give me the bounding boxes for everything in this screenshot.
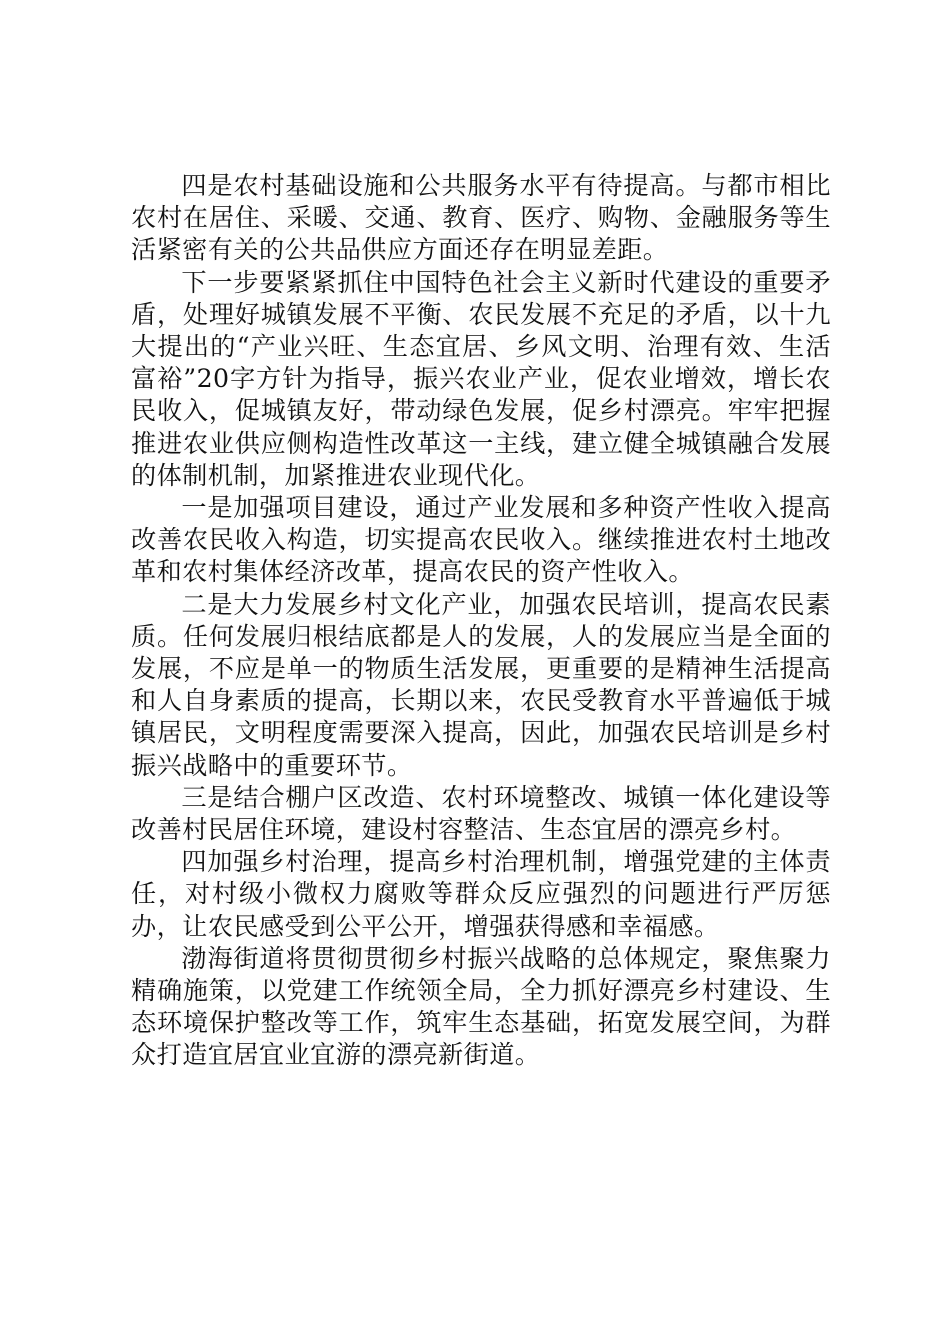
paragraph-culture-training: 二是大力发展乡村文化产业，加强农民培训，提高农民素质。任何发展归根结底都是人的发展，人的发展应当是全面的发展，不应是单一的物质生活发展，更重要的是精神生活提高和人自身素质的提高，长期以来，农民受教育水平普遍低于城镇居民，文明程度需要深入提高，因此，加强农民培训是乡村振兴战略中的重要环节。 (131, 589, 831, 780)
paragraph-governance: 四加强乡村治理，提高乡村治理机制，增强党建的主体责任，对村级小微权力腐败等群众反应强烈的问题进行严厉惩办，让农民感受到公平公开，增强获得感和幸福感。 (131, 847, 831, 941)
paragraph-living-environment: 三是结合棚户区改造、农村环境整改、城镇一体化建设等改善村民居住环境，建设村容整洁、生态宜居的漂亮乡村。 (131, 782, 831, 845)
document-body (131, 170, 831, 1072)
paragraph-project-construction: 一是加强项目建设，通过产业发展和多种资产性收入提高改善农民收入构造，切实提高农民收入。继续推进农村土地改革和农村集体经济改革，提高农民的资产性收入。 (131, 493, 831, 587)
paragraph-next-steps: 下一步要紧紧抓住中国特色社会主义新时代建设的重要矛盾，处理好城镇发展不平衡、农民发展不充足的矛盾，以十九大提出的“产业兴旺、生态宜居、乡风文明、治理有效、生活富裕”20字方针为指导，振兴农业产业，促农业增效，增长农民收入，促城镇友好，带动绿色发展，促乡村漂亮。牢牢把握推进农业供应侧构造性改革这一主线，建立健全城镇融合发展的体制机制，加紧推进农业现代化。 (131, 267, 831, 490)
paragraph-infrastructure: 四是农村基础设施和公共服务水平有待提高。与都市相比农村在居住、采暖、交通、教育、医疗、购物、金融服务等生活紧密有关的公共品供应方面还存在明显差距。 (131, 171, 831, 265)
paragraph-bohai-street: 渤海街道将贯彻贯彻乡村振兴战略的总体规定，聚焦聚力精确施策，以党建工作统领全局，全力抓好漂亮乡村建设、生态环境保护整改等工作，筑牢生态基础，拓宽发展空间，为群众打造宜居宜业宜游的漂亮新街道。 (131, 943, 831, 1070)
